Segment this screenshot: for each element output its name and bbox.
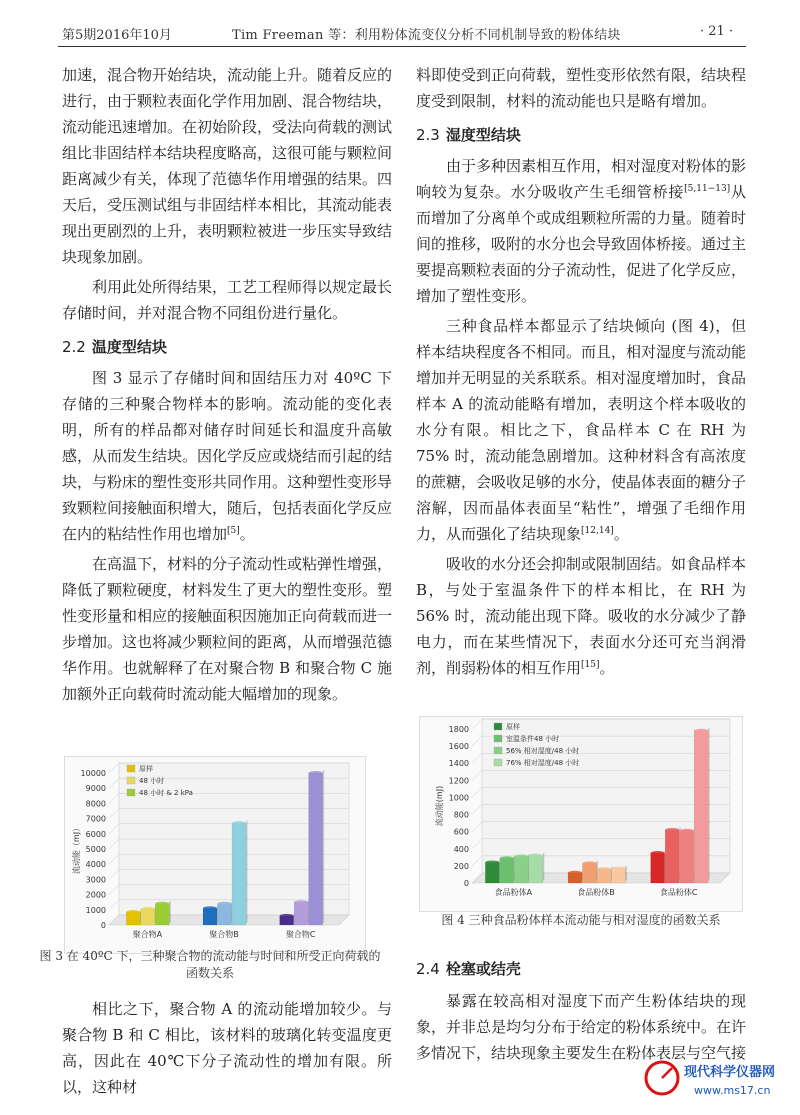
x-tick-label: 聚合物B — [209, 930, 239, 939]
y-tick-label: 1000 — [85, 905, 106, 915]
right-column — [416, 62, 746, 681]
gridline — [109, 809, 119, 819]
bar — [583, 863, 597, 883]
y-tick-label: 9000 — [85, 784, 106, 794]
bar-shade — [708, 728, 710, 880]
paragraph: 在高温下，材料的分子流动性或粘弹性增强，降低了颗粒硬度，材料发生了更大的塑性变形。塑性变形量和相应的接触面积因施加正向荷载而进一步增加。这也将减少颗粒间的距离，从而增强范德华作用。也就解释了在对聚合物 B 和聚合物 C 施加额外正向载荷时流动能大幅增加的现象。 — [62, 555, 393, 703]
y-tick-label: 8000 — [85, 799, 106, 809]
page-number: · 21 · — [700, 24, 734, 39]
bar-top — [680, 829, 694, 833]
header-rule — [58, 46, 746, 47]
section-title: 温度型结块 — [91, 338, 167, 356]
bar-shade — [169, 901, 171, 922]
bar-shade — [246, 821, 248, 923]
legend-label: 48 小时 — [139, 777, 165, 785]
bar — [485, 862, 499, 883]
bar — [514, 856, 528, 883]
y-tick-label: 0 — [100, 921, 106, 930]
bar-top — [514, 854, 528, 858]
bar-top — [651, 851, 665, 855]
legend-swatch — [494, 735, 502, 742]
running-title: Tim Freeman 等：利用粉体流变仪分析不同机制导致的粉体结块 — [232, 28, 621, 43]
section-heading-2-3 — [416, 124, 746, 145]
paragraph — [416, 153, 746, 309]
y-tick-label: 400 — [453, 844, 469, 854]
legend-label: 76% 相对湿度/48 小时 — [506, 759, 580, 767]
paragraph-text: 图 3 显示了存储时间和固结压力对 40ºC 下存储的三种聚合物样本的影响。流动能的变化表明，所有的样品都对储存时间延长和温度升高敏感，从而发生结块。因化学反应或烧结而引起的结块，与粉床的塑性变形共同作用。这种塑性变形导致颗粒间接触面积增大，随后，包括表面化学反应在内的粘结性作用也增加 — [62, 369, 393, 543]
y-tick-label: 1400 — [448, 759, 469, 769]
gridline — [472, 839, 482, 849]
bar — [294, 902, 308, 925]
bar — [529, 856, 543, 883]
bar — [155, 904, 169, 925]
bar-top — [294, 900, 308, 904]
left-column — [62, 62, 392, 707]
y-tick-label: 1800 — [448, 725, 469, 734]
bar — [500, 858, 514, 883]
bar-top — [500, 856, 514, 860]
x-tick-label: 聚合物C — [285, 930, 316, 939]
bar-top — [529, 854, 543, 858]
y-tick-label: 6000 — [85, 829, 106, 839]
paragraph-end: 。 — [239, 525, 255, 543]
paragraph — [62, 365, 392, 547]
gridline — [109, 824, 119, 834]
paragraph-end: 。 — [599, 659, 615, 677]
gridline — [472, 719, 482, 729]
bar-top — [126, 910, 140, 914]
bar-shade — [543, 853, 545, 880]
section-heading-2-4 — [416, 958, 521, 979]
paragraph: 利用此处所得结果，工艺工程师得以规定最长存储时间，并对混合物不同组份进行量化。 — [62, 278, 393, 322]
y-axis-label: 流动能（mJ） — [72, 823, 81, 875]
citation: [5] — [227, 526, 240, 536]
paragraph-text: 吸收的水分还会抑制或限制固结。如食品样本 B，与处于室温条件下的样本相比，在 RH 为 56% 时，流动能出现下降。吸收的水分减少了静电力，而在某些情况下，表面水分还可充当润滑剂，削弱粉体的相互作用 — [416, 555, 747, 677]
y-axis-label: 流动能(mJ) — [435, 785, 444, 827]
gridline — [109, 793, 119, 803]
gridline — [109, 854, 119, 864]
watermark-cn: 现代科学仪器网 — [684, 1065, 776, 1080]
gridline — [472, 822, 482, 832]
bar-top — [203, 906, 217, 910]
paragraph-text: 从而增加了分离单个或成组颗粒所需的力量。随着时间的推移，吸附的水分也会导致固体桥接。通过主要提高颗粒表面的分子流动性，促进了化学反应，增加了塑性变形。 — [416, 183, 747, 305]
bar — [612, 868, 626, 883]
figure-3 — [64, 756, 366, 954]
bar — [141, 909, 155, 925]
bar-top — [309, 771, 323, 775]
y-tick-label: 800 — [453, 810, 469, 820]
bar — [651, 853, 665, 883]
y-tick-label: 4000 — [85, 860, 106, 870]
paragraph: 料即使受到正向荷载，塑性变形依然有限，结块程度受到限制，材料的流动能也只是略有增加。 — [416, 66, 747, 110]
paragraph — [416, 313, 746, 547]
gridline — [109, 778, 119, 788]
legend-swatch — [127, 789, 135, 796]
bar-top — [485, 860, 499, 864]
citation: [15] — [581, 660, 600, 670]
paragraph: 暴露在较高相对湿度下而产生粉体结块的现象，并非总是均匀分布于给定的粉体系统中。在许多情况下，结块现象主要发生在粉体表层与空气接 — [416, 992, 747, 1062]
citation: [12,14] — [581, 526, 614, 536]
gauge-needle — [662, 1068, 672, 1078]
section-title: 湿度型结块 — [445, 126, 521, 144]
legend-swatch — [127, 777, 135, 784]
paragraph — [416, 551, 746, 681]
legend-label: 56% 相对湿度/48 小时 — [506, 747, 580, 755]
paragraph-end: 。 — [613, 525, 629, 543]
paragraph: 加速，混合物开始结块，流动能上升。随着反应的进行，由于颗粒表面化学作用加剧、混合物结块，流动能迅速增加。在初始阶段，受法向荷载的测试组比非固结样本结块程度略高，这很可能与颗粒间距离减少有关，体现了范德华作用增强的结果。四天后，受压测试组与非固结样本相比，其流动能表现出更剧烈的上升，表明颗粒被进一步压实导致结块现象加剧。 — [62, 66, 393, 266]
bar — [218, 904, 232, 925]
gridline — [109, 900, 119, 910]
citation: [5,11−13] — [684, 184, 731, 194]
bar — [665, 830, 679, 883]
y-tick-label: 1600 — [448, 742, 469, 752]
y-tick-label: 2000 — [85, 890, 106, 900]
y-tick-label: 0 — [463, 879, 469, 888]
paragraph-text: 由于多种因素相互作用，相对湿度对粉体的影响较为复杂。水分吸收产生毛细管桥接 — [416, 157, 747, 201]
bar-top — [612, 866, 626, 870]
figure-3-caption: 图 3 在 40ºC 下，三种聚合物的流动能与时间和所受正向荷载的函数关系 — [39, 949, 381, 980]
legend-swatch — [127, 765, 135, 772]
x-tick-label: 食品粉体C — [659, 888, 698, 897]
gridline — [472, 736, 482, 746]
bar-top — [694, 729, 708, 733]
watermark-url: www.ms17.cn — [694, 1084, 771, 1097]
chart-4 — [420, 717, 742, 911]
gridline — [109, 839, 119, 849]
legend-swatch — [494, 747, 502, 754]
figure-4 — [419, 716, 743, 912]
section-title: 栓塞或结壳 — [445, 960, 521, 978]
bar-top — [597, 867, 611, 871]
gridline — [472, 770, 482, 780]
watermark-logo — [642, 1046, 792, 1106]
section-heading-2-2 — [62, 336, 392, 357]
bar — [597, 869, 611, 883]
gridline — [109, 763, 119, 773]
legend-swatch — [494, 759, 502, 766]
x-tick-label: 聚合物A — [132, 930, 163, 939]
bar — [680, 831, 694, 883]
chart-3 — [65, 757, 365, 953]
bar-top — [568, 871, 582, 875]
gridline — [472, 753, 482, 763]
paragraph: 相比之下，聚合物 A 的流动能增加较少。与聚合物 B 和 C 相比，该材料的玻璃化转变温度更高，因此在 40℃下分子流动性的增加有限。所以，这种材 — [62, 1000, 392, 1096]
section-number: 2.4 — [416, 960, 440, 978]
bar-top — [665, 828, 679, 832]
bar-shade — [323, 771, 325, 923]
bar-top — [155, 902, 169, 906]
section-number: 2.2 — [62, 338, 86, 356]
y-tick-label: 3000 — [85, 875, 106, 885]
y-tick-label: 5000 — [85, 845, 106, 854]
section-number: 2.3 — [416, 126, 440, 144]
legend-label: 原样 — [139, 765, 153, 773]
page-header — [0, 0, 800, 46]
bar-top — [583, 861, 597, 865]
gridline — [472, 805, 482, 815]
y-tick-label: 1200 — [448, 776, 469, 786]
legend-label: 原样 — [506, 723, 520, 731]
legend-swatch — [494, 723, 502, 730]
bar-top — [141, 907, 155, 911]
y-tick-label: 200 — [453, 861, 469, 871]
legend-label: 48 小时 & 2 kPa — [139, 789, 193, 797]
y-tick-label: 10000 — [80, 769, 106, 778]
gridline — [472, 856, 482, 866]
watermark — [642, 1046, 792, 1106]
bar — [203, 908, 217, 925]
paragraph-text: 三种食品样本都显示了结块倾向 (图 4)，但样本结块程度各不相同。而且，相对湿度与流动能增加并无明显的关系联系。相对湿度增加时，食品样本 A 的流动能略有增加，表明这个样本吸收的水分有限。相比之下，食品样本 C 在 RH 为 75% 时，流动能急剧增加。这种材料含有高浓度的蔗糖，会吸收足够的水分，使晶体表面的糖分子溶解，因而晶体表面呈“粘性”，增强了毛细作用力，从而强化了结块现象 — [416, 317, 747, 543]
gridline — [109, 869, 119, 879]
bar — [232, 823, 246, 925]
bar — [309, 773, 323, 925]
gridline — [109, 885, 119, 895]
issue-info: 第5期2016年10月 — [62, 28, 172, 43]
gridline — [472, 787, 482, 797]
bar-top — [218, 902, 232, 906]
y-tick-label: 7000 — [85, 814, 106, 824]
bar-top — [280, 914, 294, 918]
legend-label: 室温条件48 小时 — [506, 735, 560, 743]
y-tick-label: 600 — [453, 827, 469, 837]
x-tick-label: 食品粉体A — [494, 888, 533, 897]
bar-shade — [626, 866, 628, 881]
bar-top — [232, 821, 246, 825]
y-tick-label: 1000 — [448, 793, 469, 803]
x-tick-label: 食品粉体B — [577, 888, 615, 897]
bar — [694, 731, 708, 883]
figure-4-caption: 图 4 三种食品粉体样本流动能与相对湿度的函数关系 — [441, 913, 721, 927]
